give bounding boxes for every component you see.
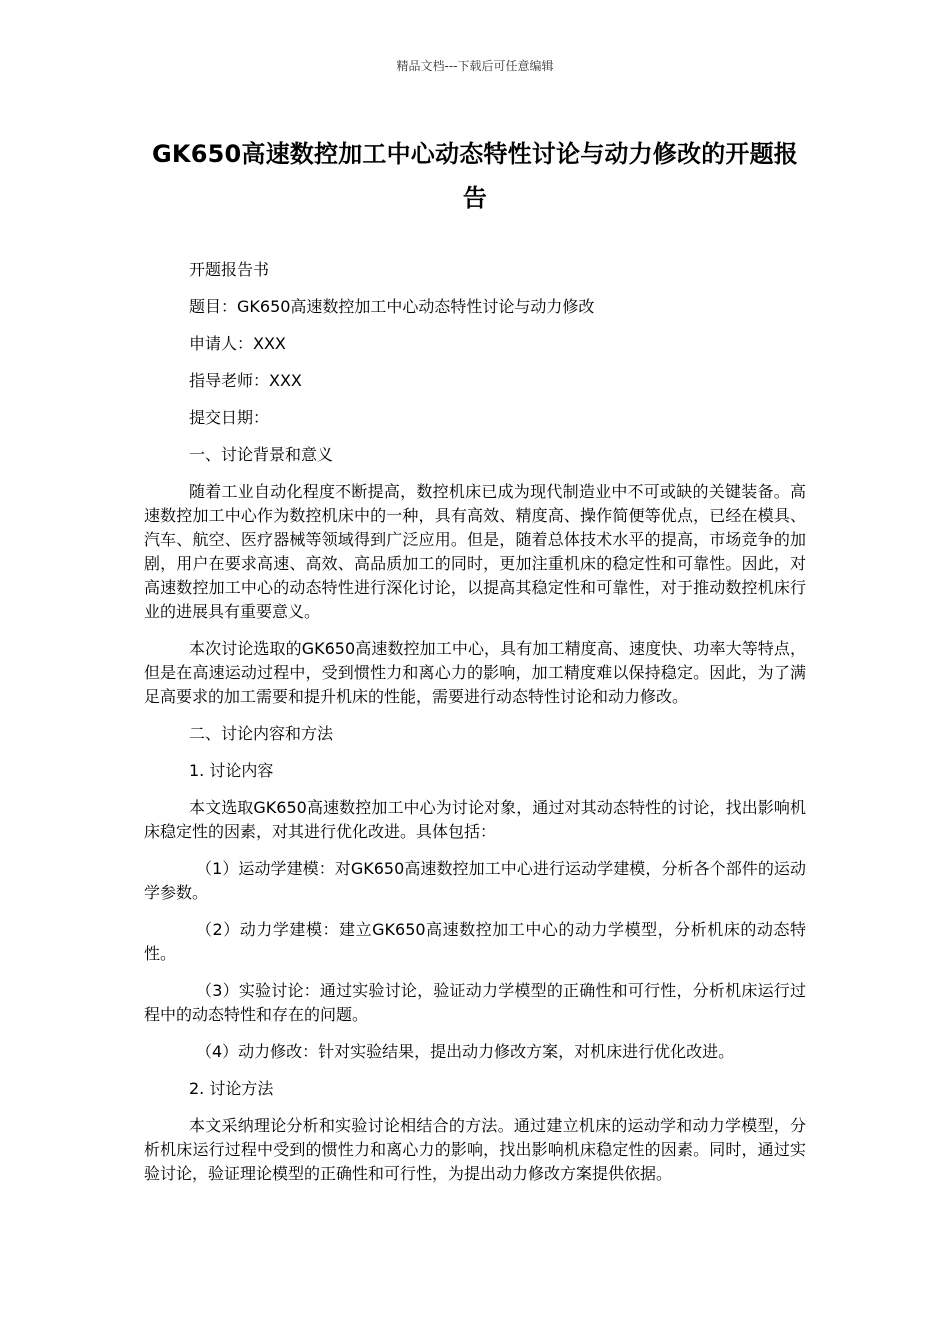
section1-paragraph: 随着工业自动化程度不断提高，数控机床已成为现代制造业中不可或缺的关键装备。高速数控加工中心作为数控机床中的一种，具有高效、精度高、操作简便等优点，已经在模具、汽车、航空、医疗器械等领域得到广泛应用。但是，随着总体技术水平的提高，市场竞争的加剧，用户在要求高速、高效、高品质加工的同时，更加注重机床的稳定性和可靠性。因此，对高速数控加工中心的动态特性进行深化讨论，以提高其稳定性和可靠性，对于推动数控机床行业的进展具有重要意义。 bbox=[144, 482, 806, 621]
submit-date-line: 提交日期： bbox=[189, 408, 270, 427]
section1-heading: 一、讨论背景和意义 bbox=[189, 445, 334, 464]
advisor-line: 指导老师：XXX bbox=[189, 371, 302, 390]
document-title: GK650高速数控加工中心动态特性讨论与动力修改的开题报告 bbox=[152, 140, 798, 212]
sub2-paragraph: 本文采纳理论分析和实验讨论相结合的方法。通过建立机床的运动学和动力学模型，分析机床运行过程中受到的惯性力和离心力的影响，找出影响机床稳定性的因素。同时，通过实验讨论，验证理论模型的正确性和可行性，为提出动力修改方案提供依据。 bbox=[144, 1116, 806, 1183]
page-header: 精品文档---下载后可任意编辑 bbox=[396, 59, 554, 73]
section1-paragraph: 本次讨论选取的GK650高速数控加工中心，具有加工精度高、速度快、功率大等特点，但是在高速运动过程中，受到惯性力和离心力的影响，加工精度难以保持稳定。因此，为了满足高要求的加工需要和提升机床的性能，需要进行动态特性讨论和动力修改。 bbox=[144, 639, 806, 706]
document-body bbox=[144, 258, 806, 1199]
content-item: （4）动力修改：针对实验结果，提出动力修改方案，对机床进行优化改进。 bbox=[196, 1042, 735, 1061]
report-label: 开题报告书 bbox=[189, 260, 270, 279]
sub1-paragraph: 本文选取GK650高速数控加工中心为讨论对象，通过对其动态特性的讨论，找出影响机床稳定性的因素，对其进行优化改进。具体包括： bbox=[144, 798, 806, 841]
content-item: （2）动力学建模：建立GK650高速数控加工中心的动力学模型，分析机床的动态特性。 bbox=[144, 920, 806, 963]
content-item: （3）实验讨论：通过实验讨论，验证动力学模型的正确性和可行性，分析机床运行过程中的动态特性和存在的问题。 bbox=[144, 981, 806, 1024]
section2-heading: 二、讨论内容和方法 bbox=[189, 724, 334, 743]
applicant-line: 申请人：XXX bbox=[189, 334, 286, 353]
sub2-heading: 2. 讨论方法 bbox=[189, 1079, 274, 1098]
sub1-heading: 1. 讨论内容 bbox=[189, 761, 274, 780]
topic-line: 题目：GK650高速数控加工中心动态特性讨论与动力修改 bbox=[189, 297, 595, 316]
content-item: （1）运动学建模：对GK650高速数控加工中心进行运动学建模，分析各个部件的运动学参数。 bbox=[144, 859, 806, 902]
